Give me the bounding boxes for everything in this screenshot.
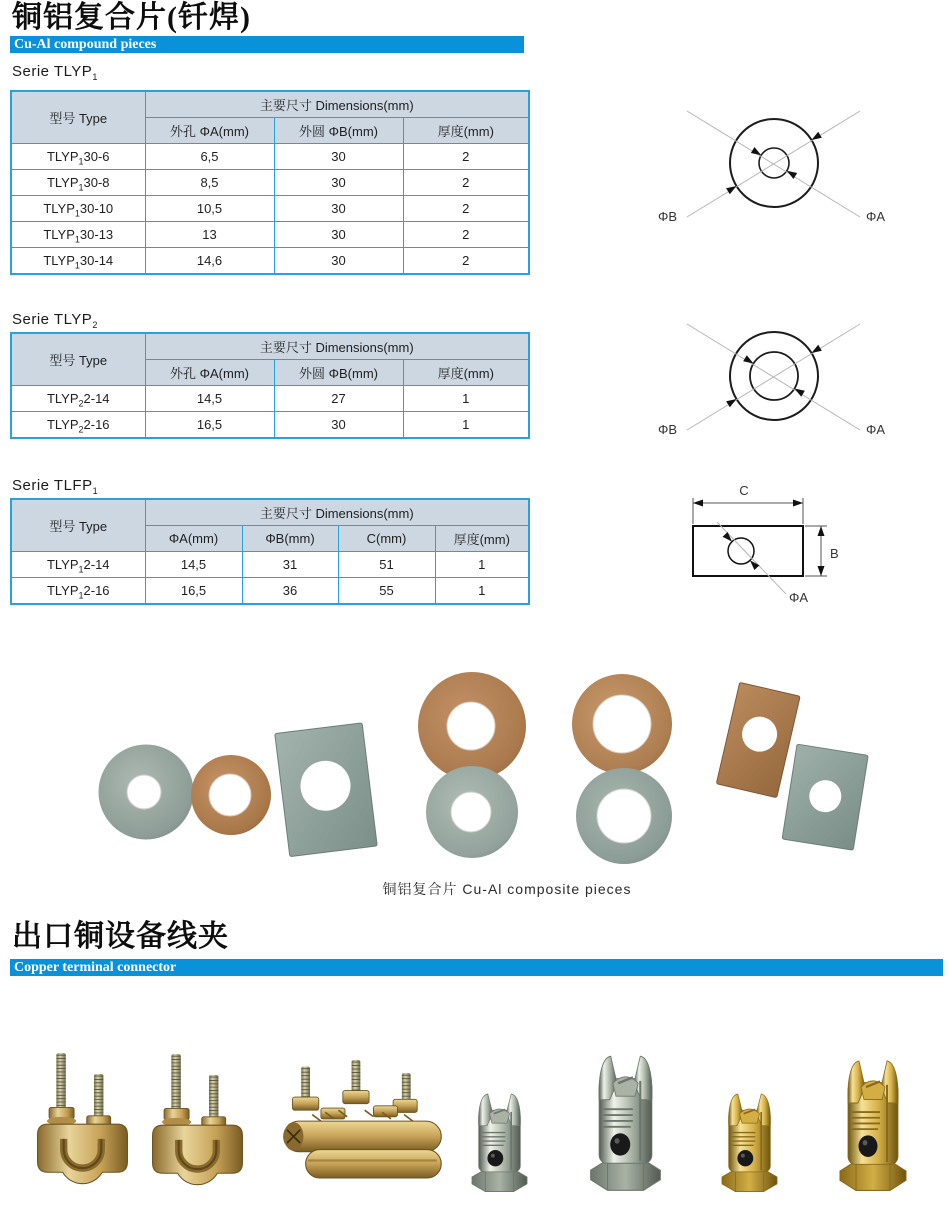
col-header: 外孔 ΦA(mm) [145, 118, 274, 144]
photo-u-bolt-clamp-brass [140, 1047, 255, 1195]
value-cell: 30 [274, 144, 403, 170]
value-cell: 10,5 [145, 196, 274, 222]
value-cell: 55 [338, 578, 435, 605]
table-row [11, 222, 529, 248]
col-header: ΦB(mm) [242, 526, 338, 552]
col-header-dimensions: 主要尺寸 Dimensions(mm) [145, 91, 529, 118]
table-row [11, 248, 529, 275]
value-cell: 31 [242, 552, 338, 578]
value-cell: 13 [145, 222, 274, 248]
table-row [11, 144, 529, 170]
table-tlyp1 [10, 90, 530, 275]
value-cell: 1 [403, 386, 529, 412]
value-cell: 1 [403, 412, 529, 439]
dim-label-phiB: ΦB [658, 209, 678, 224]
value-cell: 51 [338, 552, 435, 578]
photo-plate-aluminum [268, 720, 380, 860]
value-cell: 16,5 [145, 412, 274, 439]
value-cell: 30 [274, 412, 403, 439]
col-header-type: 型号 Type [11, 333, 145, 386]
serie-subscript: 1 [92, 72, 98, 82]
table-row [11, 386, 529, 412]
section1-title: 铜铝复合片(钎焊) [12, 1, 251, 34]
value-cell: 2 [403, 144, 529, 170]
section2-banner: Copper terminal connector [10, 959, 943, 976]
value-cell: 2 [403, 248, 529, 275]
photos-caption: 铜铝复合片 Cu-Al composite pieces [382, 881, 632, 897]
serie-label-tlyp2 [12, 311, 98, 328]
value-cell: 1 [435, 552, 529, 578]
col-header: ΦA(mm) [145, 526, 242, 552]
serie-subscript: 2 [92, 320, 98, 330]
col-header: 厚度(mm) [403, 360, 529, 386]
drawing-washer-large-hole [652, 318, 912, 440]
type-cell: $TLYP_130-8$ [11, 170, 145, 196]
photo-washer-copper [190, 754, 272, 836]
photo-terminal-connector-steel-large [578, 1048, 673, 1195]
value-cell: 27 [274, 386, 403, 412]
photo-parallel-groove-clamp-brass [275, 1058, 450, 1193]
type-cell: $TLYP_22-16$ [11, 412, 145, 439]
value-cell: 14,5 [145, 386, 274, 412]
type-cell: $TLYP_12-14$ [11, 552, 145, 578]
type-cell: $TLYP_130-14$ [11, 248, 145, 275]
type-cell: $TLYP_22-14$ [11, 386, 145, 412]
value-cell: 30 [274, 248, 403, 275]
value-cell: 30 [274, 222, 403, 248]
table-row [11, 578, 529, 605]
value-cell: 14,6 [145, 248, 274, 275]
table-row [11, 170, 529, 196]
col-header: 外圆 ΦB(mm) [274, 118, 403, 144]
photo-washer-aluminum [425, 765, 519, 859]
serie-text: Serie TLYP [12, 311, 93, 328]
photo-u-bolt-clamp-brass [25, 1045, 140, 1195]
col-header-dimensions: 主要尺寸 Dimensions(mm) [145, 333, 529, 360]
dim-label-B: B [830, 546, 839, 561]
value-cell: 36 [242, 578, 338, 605]
col-header: 厚度(mm) [403, 118, 529, 144]
photo-terminal-connector-steel-small [462, 1088, 537, 1195]
drawing-plate [655, 478, 920, 610]
value-cell: 14,5 [145, 552, 242, 578]
value-cell: 30 [274, 196, 403, 222]
table-tlfp1 [10, 498, 530, 605]
serie-text: Serie TLYP [12, 63, 93, 80]
photo-ring-copper [571, 673, 673, 775]
dim-label-phiA: ΦA [789, 590, 809, 605]
col-header-type: 型号 Type [11, 499, 145, 552]
dim-label-C: C [739, 483, 749, 498]
value-cell: 1 [435, 578, 529, 605]
value-cell: 30 [274, 170, 403, 196]
dim-label-phiA: ΦA [866, 209, 886, 224]
serie-text: Serie TLFP [12, 477, 93, 494]
dim-label-phiB: ΦB [658, 422, 678, 437]
col-header: 外孔 ΦA(mm) [145, 360, 274, 386]
dim-label-phiA: ΦA [866, 422, 886, 437]
drawing-washer-small-hole [652, 103, 912, 231]
col-header-type: 型号 Type [11, 91, 145, 144]
serie-subscript: 1 [92, 486, 99, 496]
photo-terminal-connector-brass-small [712, 1088, 787, 1195]
type-cell: $TLYP_130-6$ [11, 144, 145, 170]
photo-terminal-connector-brass-large [828, 1053, 918, 1195]
table-tlyp2 [10, 332, 530, 439]
value-cell: 8,5 [145, 170, 274, 196]
photo-washer-aluminum [97, 743, 195, 841]
value-cell: 2 [403, 170, 529, 196]
section1-banner: Cu-Al compound pieces [10, 36, 524, 53]
col-header-dimensions: 主要尺寸 Dimensions(mm) [145, 499, 529, 526]
col-header: C(mm) [338, 526, 435, 552]
col-header: 厚度(mm) [435, 526, 529, 552]
table-row [11, 412, 529, 439]
photo-ring-aluminum [575, 767, 673, 865]
value-cell: 2 [403, 222, 529, 248]
serie-label-tlyp1 [12, 63, 98, 80]
table-row [11, 196, 529, 222]
photo-plate-aluminum [776, 742, 872, 854]
value-cell: 2 [403, 196, 529, 222]
col-header: 外圆 ΦB(mm) [274, 360, 403, 386]
serie-label-tlfp1 [12, 477, 98, 494]
type-cell: $TLYP_130-13$ [11, 222, 145, 248]
type-cell: $TLYP_12-16$ [11, 578, 145, 605]
table-row [11, 552, 529, 578]
value-cell: 6,5 [145, 144, 274, 170]
section2-title: 出口铜设备线夹 [12, 920, 229, 953]
value-cell: 16,5 [145, 578, 242, 605]
type-cell: $TLYP_130-10$ [11, 196, 145, 222]
